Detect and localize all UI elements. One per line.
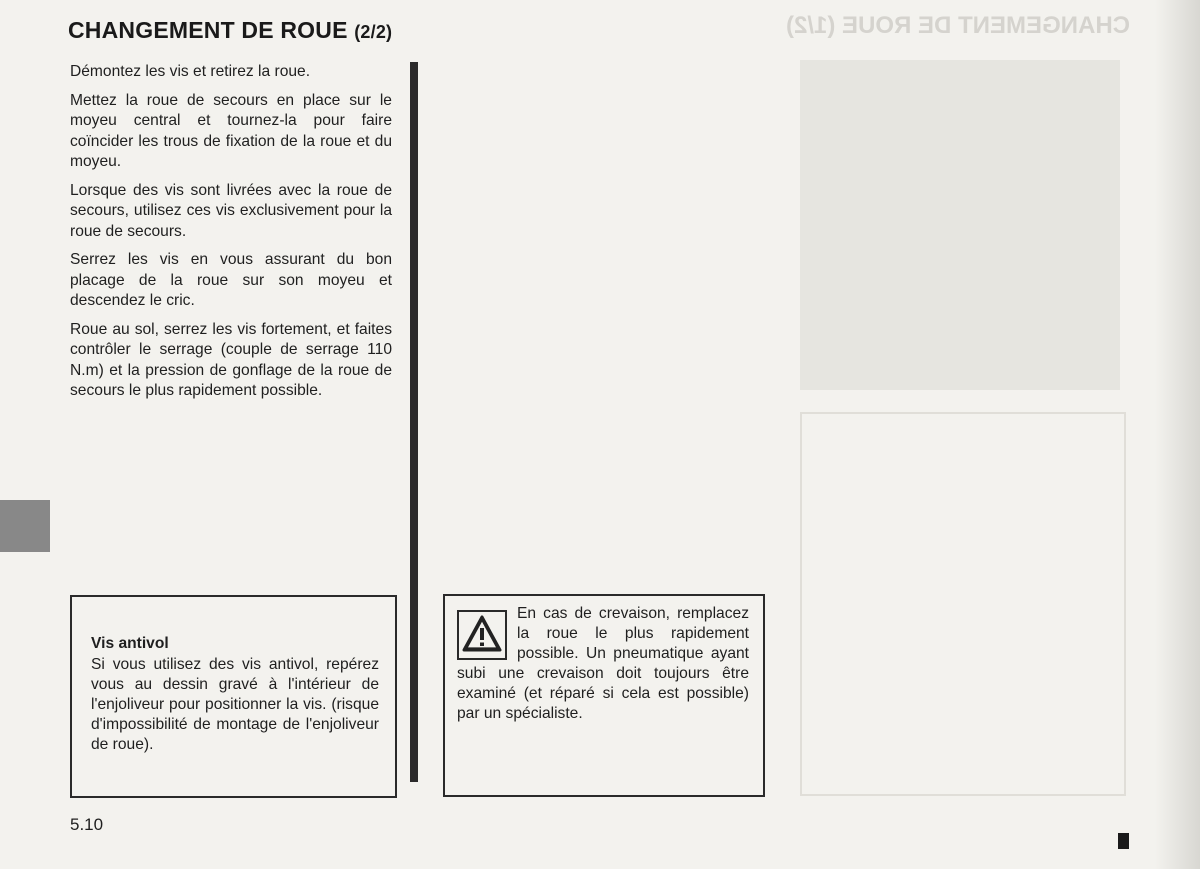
warning-box xyxy=(443,594,765,797)
bleed-through-illustration xyxy=(800,60,1120,390)
antitheft-note-box xyxy=(70,595,397,798)
bleed-through-box xyxy=(800,412,1126,796)
paragraph: Roue au sol, serrez les vis fortement, et faites contrôler le serrage (couple de serrage 110 N.m) et la pression de gonflage de la roue de secours le plus rapidement possible. xyxy=(70,320,392,399)
warning-triangle-icon xyxy=(457,610,507,660)
end-marker xyxy=(1118,833,1129,849)
main-text-column xyxy=(70,62,392,410)
page-number: 5.10 xyxy=(70,815,104,834)
antitheft-note-text: Si vous utilisez des vis antivol, repérez vous au dessin gravé à l'intérieur de l'enjoliveur pour positionner la vis. (risque d'impossibilité de montage de l'enjoliveur de roue). xyxy=(91,656,379,753)
warning-text: En cas de crevaison, remplacez la roue le plus rapidement possible. Un pneumatique ayant subi une crevaison doit toujours être examiné (et réparé si cela est possible) par un spécialiste. xyxy=(457,605,749,722)
bleed-through-title: CHANGEMENT DE ROUE (1/2) xyxy=(785,12,1130,39)
page-title xyxy=(68,17,392,44)
paragraph: Démontez les vis et retirez la roue. xyxy=(70,63,311,80)
page-title-suffix: (2/2) xyxy=(354,22,393,42)
page-edge-shadow xyxy=(1155,0,1200,869)
page-title-text: CHANGEMENT DE ROUE xyxy=(68,17,348,43)
antitheft-note-title: Vis antivol xyxy=(91,635,169,652)
chapter-tab xyxy=(0,500,50,552)
paragraph: Lorsque des vis sont livrées avec la roue de secours, utilisez ces vis exclusivement pour la roue de secours. xyxy=(70,181,392,240)
column-divider xyxy=(410,62,418,782)
paragraph: Serrez les vis en vous assurant du bon placage de la roue sur son moyeu et descendez le cric. xyxy=(70,251,392,309)
paragraph: Mettez la roue de secours en place sur le moyeu central et tournez-la pour faire coïncider les trous de fixation de la roue et du moyeu. xyxy=(70,91,392,170)
